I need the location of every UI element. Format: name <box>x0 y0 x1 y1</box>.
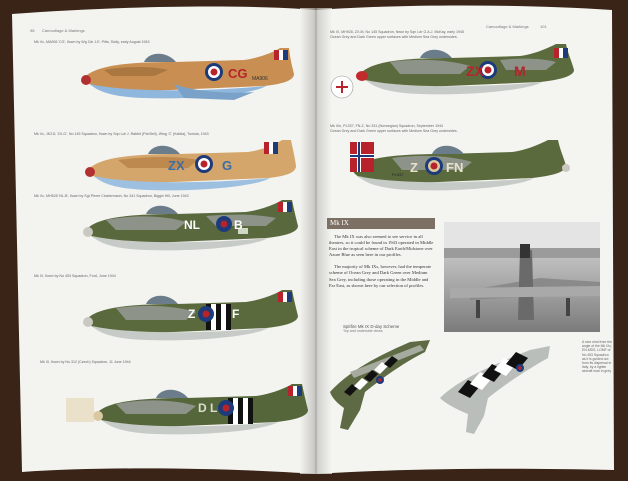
caption-profile-1: Mk Vc, MA906 'CG', flown by Wg Cdr J.E. Pitts, Sicily, early August 1943 <box>34 40 150 44</box>
code-b: B <box>234 218 243 232</box>
caption-profile-7-sub: Ocean Grey and Dark Green upper surfaces with Medium Sea Grey undersides. <box>330 129 458 133</box>
serial-ma906: MA906 <box>252 76 268 82</box>
caption-profile-6-sub: Ocean Grey and Dark Green upper surfaces with Medium Sea Grey undersides. <box>330 35 458 39</box>
scheme-title <box>343 324 399 333</box>
code-l: L <box>210 401 218 415</box>
scheme-subtitle: Top and underside views <box>343 329 383 333</box>
code-zx: ZX <box>168 158 185 173</box>
serial-pl337: PL337 <box>392 172 404 177</box>
paragraph-1: The Mk IX was also seemed to see service in all theatres, so it could be found in 1943 operated in Middle East in the tropical scheme of Dark Earth/Midstone over Azure Blue as seen here in our profiles. <box>329 234 434 258</box>
code-m-right: M <box>514 63 526 79</box>
right-page-number: 101 <box>540 24 547 29</box>
code-zx-right: ZX <box>466 63 484 79</box>
caption-profile-3: Mk Vc, MH528 'NL-B', flown by Sgt Pierre Clostermann, No 341 Squadron, Biggin Hill, June 1943 <box>34 194 189 198</box>
caption-profile-6: Mk IX, MH928, ZX-M, No 145 Squadron, flown by Sqn Ldr G.A.J. McKay, early 1945 <box>330 30 464 34</box>
code-fn-right: FN <box>446 160 464 175</box>
code-cg: CG <box>228 66 248 81</box>
caption-profile-4: Mk IX, flown by No 453 Squadron, Ford, June 1944 <box>34 274 116 278</box>
paragraph-2: The majority of Mk IXs, however, had the temperate scheme of Ocean Grey and Dark Green over Medium Sea Grey, including those operating in the Middle and Far East, as shown here by our selection of profiles. <box>329 264 432 288</box>
b-and-w-photo <box>444 222 600 332</box>
caption-profile-2: Mk Vc, JK211 'ZX-G', No 145 Squadron, flown by Sqn Ldr J. Rabbit (Pat Bell), Wing 'C' (Kabila), Tunisia, 1943 <box>34 132 209 136</box>
code-nl: NL <box>184 218 200 232</box>
caption-profile-5: Mk IX, flown by No 312 (Czech) Squadron, 11 June 1944 <box>40 360 131 364</box>
code-g: G <box>222 158 233 173</box>
section-title: Mk IX <box>327 218 435 229</box>
code-d: D <box>198 401 207 415</box>
code-z-left: Z <box>188 307 196 321</box>
squadron-emblem <box>331 76 353 98</box>
code-f-left: F <box>232 307 240 321</box>
left-page-header: Camouflage & Markings <box>42 28 85 33</box>
code-z-right: Z <box>410 160 418 175</box>
left-page-number: 98 <box>30 28 35 33</box>
section-body <box>329 234 435 295</box>
caption-profile-7: Mk IXe, PL337, FN-Z, No 331 (Norwegian) Squadron, September 1944 <box>330 124 444 128</box>
small-photo <box>66 398 94 422</box>
right-page-header: Camouflage & Markings <box>486 24 529 29</box>
scheme-title-text: Spitfire Mk IX D-day Scheme <box>343 324 400 329</box>
photo-caption: A nice shot from the angle of the Mk IXc, EN-MDS, LOMF of No 453 Squadron as it is guided out from its dispersal in Italy, by a lighter aircraft man in grey <box>582 340 612 374</box>
